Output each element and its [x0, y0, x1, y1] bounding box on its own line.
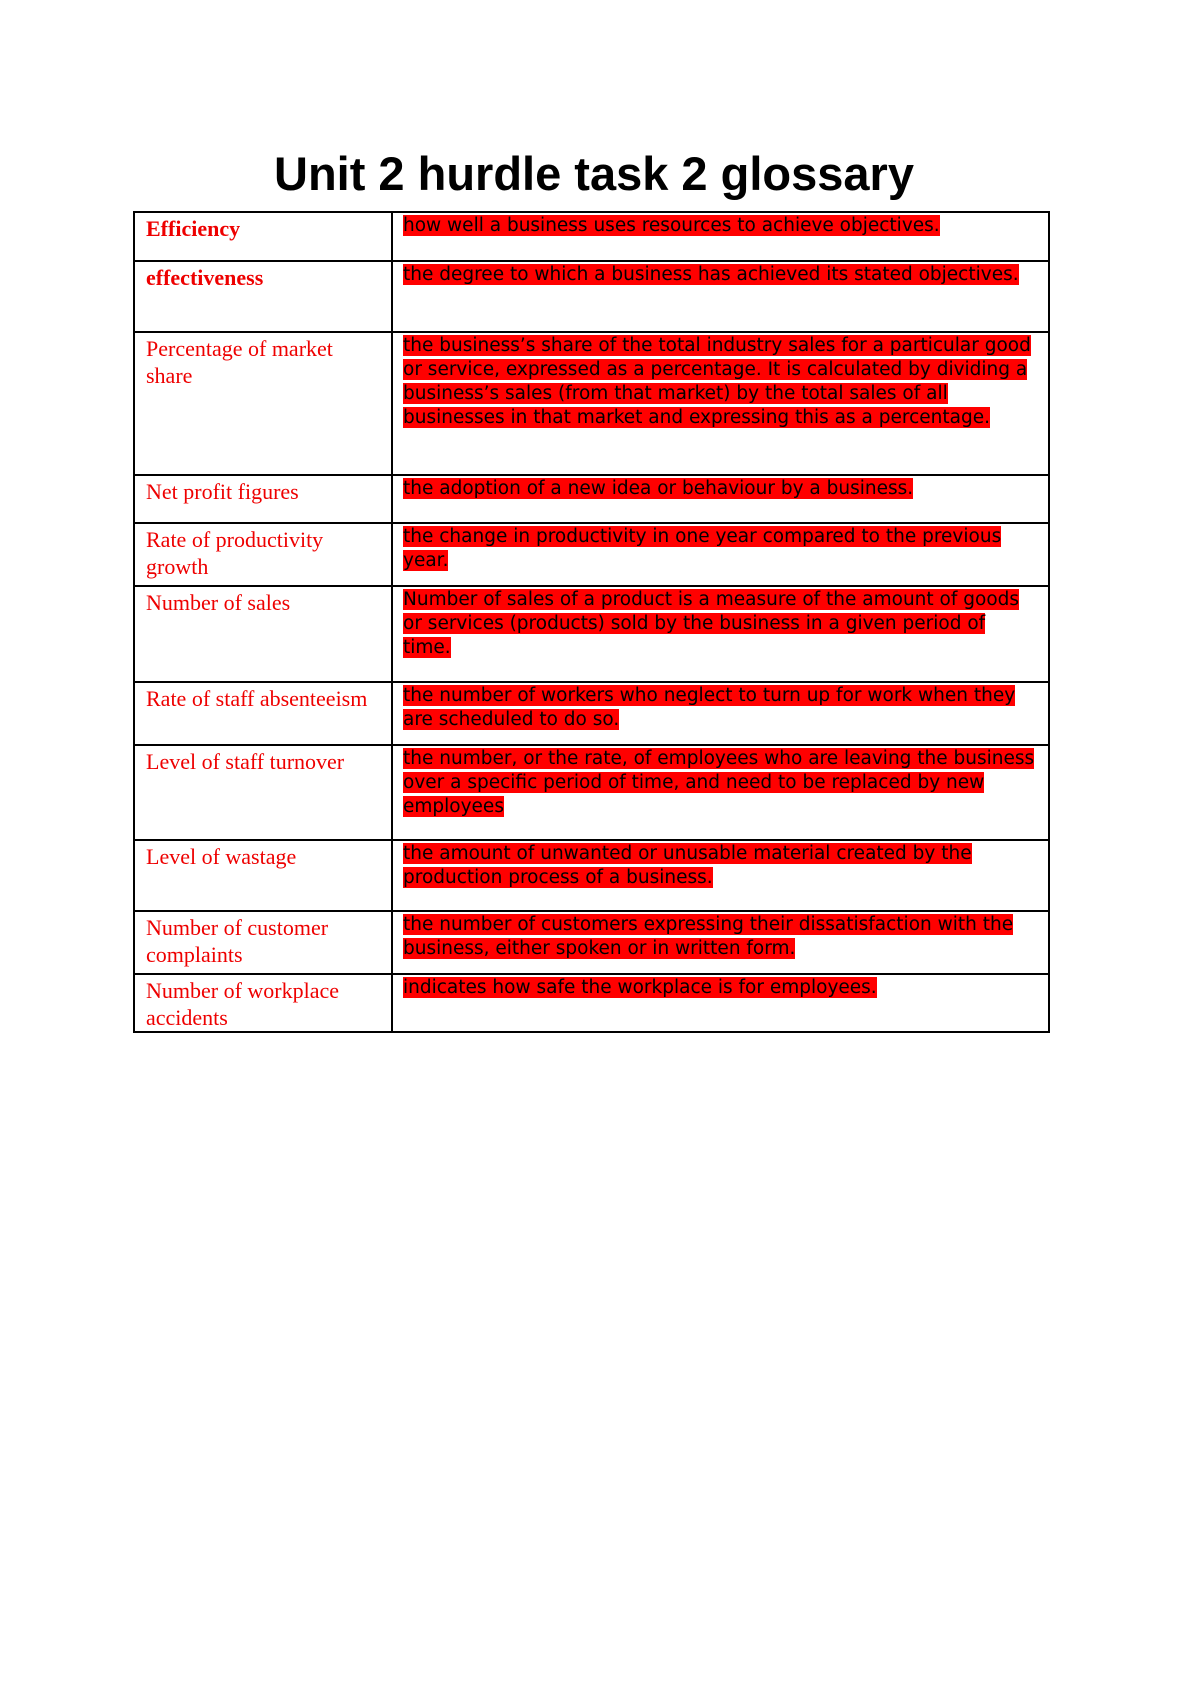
- definition-text: how well a business uses resources to achieve objectives.: [403, 215, 940, 236]
- definition-cell: [392, 475, 1049, 523]
- term-label: Number of customer complaints: [146, 915, 329, 967]
- table-row: [134, 261, 1049, 332]
- definition-cell: [392, 261, 1049, 332]
- term-label: Number of sales: [146, 590, 291, 615]
- table-row: [134, 974, 1049, 1032]
- term-label: Efficiency: [146, 216, 241, 241]
- table-row: [134, 840, 1049, 911]
- definition-text: Number of sales of a product is a measure of the amount of goods or services (products) sold by the business in a given period of time.: [403, 589, 1020, 658]
- term-cell: [134, 332, 392, 475]
- definition-text: the adoption of a new idea or behaviour by a business.: [403, 478, 914, 499]
- definition-text: the business’s share of the total industry sales for a particular good or service, expressed as a percentage. It is calculated by dividing a business’s sales (from that market) by the total sales of all businesses in that market and expressing this as a percentage.: [403, 335, 1031, 428]
- definition-text: the amount of unwanted or unusable material created by the production process of a business.: [403, 843, 972, 888]
- definition-cell: [392, 682, 1049, 745]
- definition-cell: [392, 840, 1049, 911]
- glossary-table: [133, 211, 1050, 1033]
- table-row: [134, 523, 1049, 586]
- table-row: [134, 682, 1049, 745]
- term-cell: [134, 586, 392, 682]
- term-cell: [134, 745, 392, 840]
- table-row: [134, 212, 1049, 261]
- term-label: Level of staff turnover: [146, 749, 345, 774]
- definition-cell: [392, 523, 1049, 586]
- table-row: [134, 745, 1049, 840]
- term-cell: [134, 212, 392, 261]
- definition-cell: [392, 212, 1049, 261]
- definition-cell: [392, 974, 1049, 1032]
- table-row: [134, 475, 1049, 523]
- term-label: Percentage of market share: [146, 336, 333, 388]
- term-cell: [134, 261, 392, 332]
- table-row: [134, 586, 1049, 682]
- definition-text: the number, or the rate, of employees who are leaving the business over a specific period of time, and need to be replaced by new employees: [403, 748, 1035, 817]
- term-label: Level of wastage: [146, 844, 297, 869]
- term-label: Net profit figures: [146, 479, 299, 504]
- term-label: effectiveness: [146, 265, 264, 290]
- definition-text: the number of workers who neglect to turn up for work when they are scheduled to do so.: [403, 685, 1016, 730]
- term-label: Rate of staff absenteeism: [146, 686, 368, 711]
- term-cell: [134, 475, 392, 523]
- table-row: [134, 332, 1049, 475]
- term-label: Rate of productivity growth: [146, 527, 324, 579]
- term-cell: [134, 682, 392, 745]
- table-row: [134, 911, 1049, 974]
- definition-cell: [392, 745, 1049, 840]
- definition-cell: [392, 332, 1049, 475]
- term-cell: [134, 974, 392, 1032]
- definition-cell: [392, 586, 1049, 682]
- page-title: Unit 2 hurdle task 2 glossary: [274, 147, 914, 200]
- definition-text: the change in productivity in one year compared to the previous year.: [403, 526, 1002, 571]
- definition-text: indicates how safe the workplace is for employees.: [403, 977, 877, 998]
- term-label: Number of workplace accidents: [146, 978, 340, 1030]
- definition-text: the number of customers expressing their dissatisfaction with the business, either spoken or in written form.: [403, 914, 1014, 959]
- term-cell: [134, 911, 392, 974]
- definition-text: the degree to which a business has achieved its stated objectives.: [403, 264, 1019, 285]
- definition-cell: [392, 911, 1049, 974]
- term-cell: [134, 523, 392, 586]
- term-cell: [134, 840, 392, 911]
